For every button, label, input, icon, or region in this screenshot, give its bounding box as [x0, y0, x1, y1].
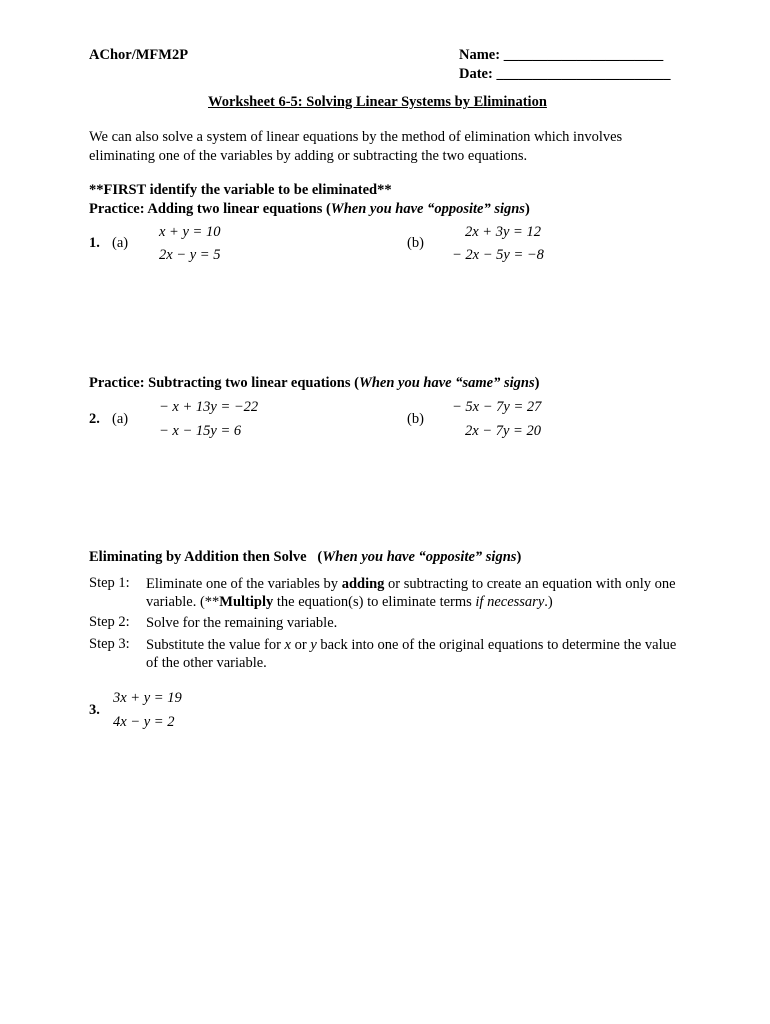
question-1a-equation-1: x + y = 10 [159, 224, 221, 240]
practice-add-heading-start: Practice: Adding two linear equations ( [89, 201, 331, 217]
step-1-label: Step 1: [89, 575, 130, 591]
step-2-text: Solve for the remaining variable. [146, 615, 338, 631]
date-field[interactable]: Date: ________________________ [459, 66, 671, 82]
practice-sub-heading-start: Practice: Subtracting two linear equations ( [89, 375, 359, 391]
worksheet-title: Worksheet 6-5: Solving Linear Systems by Elimination [208, 94, 547, 110]
question-1b-equation-1: 2x + 3y = 12 [465, 224, 541, 240]
elim-add-heading-end: ) [516, 549, 522, 565]
step-1-text-b: or subtracting to create an equation with only one variable. (** [146, 576, 676, 610]
question-2b-equation-2: 2x − 7y = 20 [465, 423, 541, 439]
question-1b-label: (b) [407, 235, 424, 251]
step-1-if-necessary: if necessary [475, 594, 545, 610]
practice-add-heading-italic: When you have “opposite” signs [330, 201, 525, 217]
question-1a-equation-2: 2x − y = 5 [159, 247, 221, 263]
question-2a-equation-2: − x − 15y = 6 [159, 423, 242, 439]
elim-add-heading [89, 549, 521, 566]
step-1-text-a: Eliminate one of the variables by [146, 576, 342, 592]
question-2b-label: (b) [407, 411, 424, 427]
step-1-adding: adding [341, 576, 385, 592]
course-code: AChor/MFM2P [89, 47, 189, 63]
question-1-number: 1. [89, 235, 100, 251]
step-1-text-d: .) [544, 594, 553, 610]
step-3-x: x [284, 637, 291, 653]
practice-sub-heading-italic: When you have “same” signs [358, 375, 535, 391]
step-2-label: Step 2: [89, 614, 130, 630]
step-3-label: Step 3: [89, 636, 130, 652]
question-3-equation-1: 3x + y = 19 [113, 690, 182, 706]
question-1a-label: (a) [112, 235, 129, 251]
step-3-or: or [290, 637, 311, 653]
question-2b-equation-1: − 5x − 7y = 27 [452, 399, 542, 415]
step-3-text [146, 636, 691, 672]
step-3-y: y [310, 637, 317, 653]
question-2a-equation-1: − x + 13y = −22 [159, 399, 259, 415]
step-3-text-a: Substitute the value for [146, 637, 285, 653]
question-3-equation-2: 4x − y = 2 [113, 714, 175, 730]
practice-add-heading [89, 201, 530, 218]
name-field[interactable]: Name: ______________________ [459, 47, 664, 63]
practice-sub-heading [89, 375, 539, 392]
practice-add-heading-end: ) [524, 201, 530, 217]
question-1b-equation-2: − 2x − 5y = −8 [452, 247, 544, 263]
elim-add-heading-start: Eliminating by Addition then Solve ( [89, 549, 323, 565]
step-1-multiply: Multiply [219, 594, 274, 610]
question-3-number: 3. [89, 702, 100, 718]
intro-paragraph: We can also solve a system of linear equations by the method of elimination which involves eliminating one of the variables by adding or subtracting the two equations. [89, 129, 623, 164]
practice-sub-heading-end: ) [534, 375, 540, 391]
step-3-text-b: back into one of the original equations to determine the value of the other variable. [146, 637, 677, 671]
step-1-text [146, 575, 691, 611]
elim-add-heading-italic: When you have “opposite” signs [322, 549, 517, 565]
question-2a-label: (a) [112, 411, 129, 427]
first-note: **FIRST identify the variable to be eliminated** [89, 182, 392, 198]
step-1-text-c: the equation(s) to eliminate terms [273, 594, 476, 610]
question-2-number: 2. [89, 411, 100, 427]
